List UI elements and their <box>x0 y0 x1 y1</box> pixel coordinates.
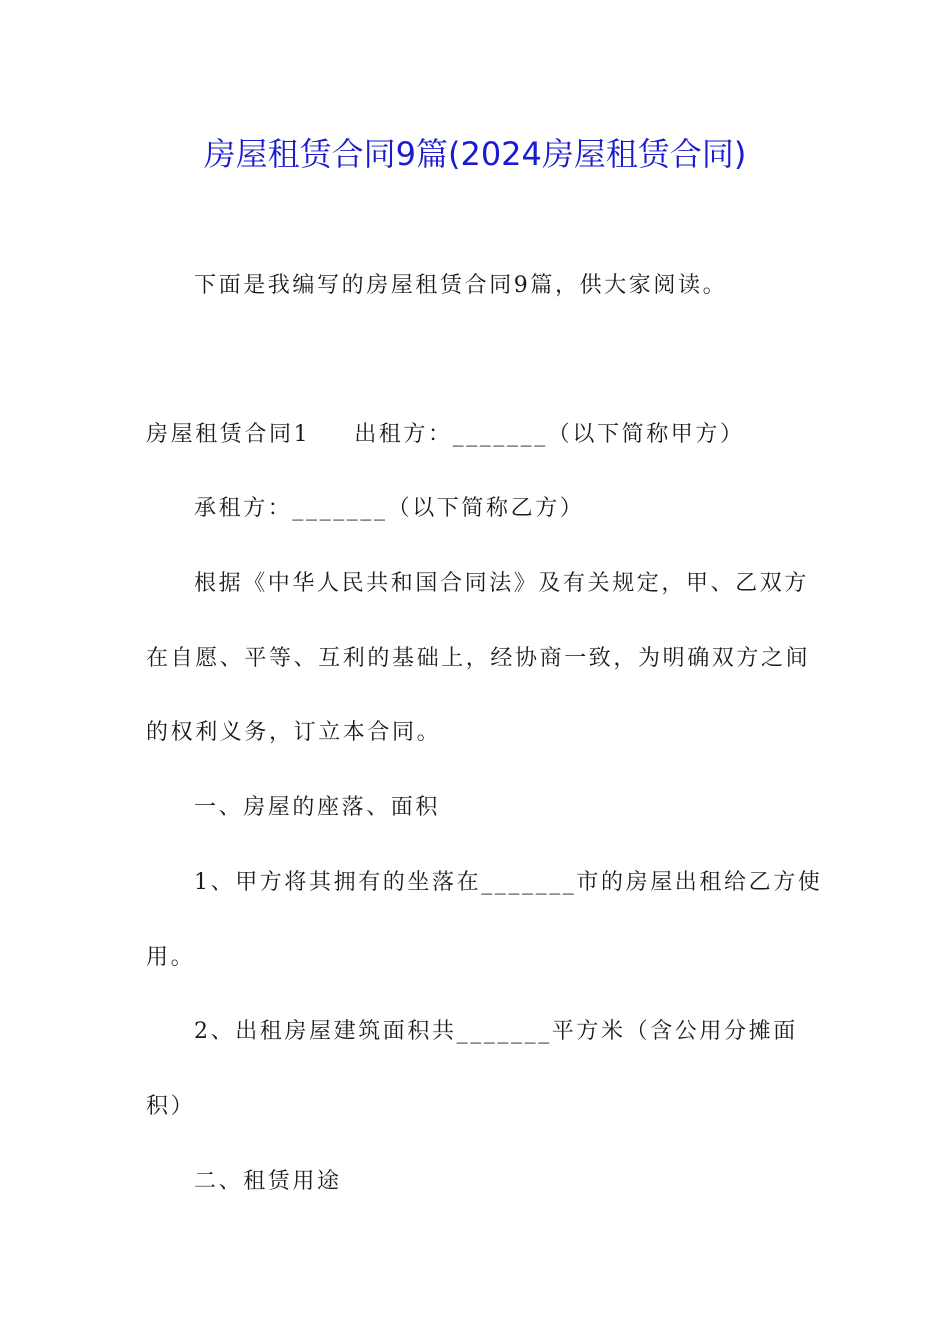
basis-line-2: 在自愿、平等、互利的基础上，经协商一致，为明确双方之间 <box>146 646 811 671</box>
clause-1-line-1: 1、甲方将其拥有的坐落在_______市的房屋出租给乙方使 <box>194 870 823 895</box>
section-heading-1: 一、房屋的座落、面积 <box>194 795 441 820</box>
document-title: 房屋租赁合同9篇(2024房屋租赁合同) <box>203 135 747 173</box>
clause-2-line-2: 积） <box>146 1094 196 1119</box>
basis-line-3: 的权利义务，订立本合同。 <box>146 720 442 745</box>
clause-1-line-2: 用。 <box>146 945 196 970</box>
contract-header-line <box>146 415 811 455</box>
intro-paragraph: 下面是我编写的房屋租赁合同9篇，供大家阅读。 <box>194 273 728 298</box>
basis-line-1: 根据《中华人民共和国合同法》及有关规定，甲、乙双方 <box>194 571 810 596</box>
lessor-line: 出租方：_______（以下简称甲方） <box>354 422 745 447</box>
section-heading-2: 二、租赁用途 <box>194 1169 342 1194</box>
section-label: 房屋租赁合同1 <box>146 422 311 447</box>
lessee-line: 承租方：_______（以下简称乙方） <box>194 496 585 521</box>
clause-2-line-1: 2、出租房屋建筑面积共_______平方米（含公用分摊面 <box>194 1019 798 1044</box>
